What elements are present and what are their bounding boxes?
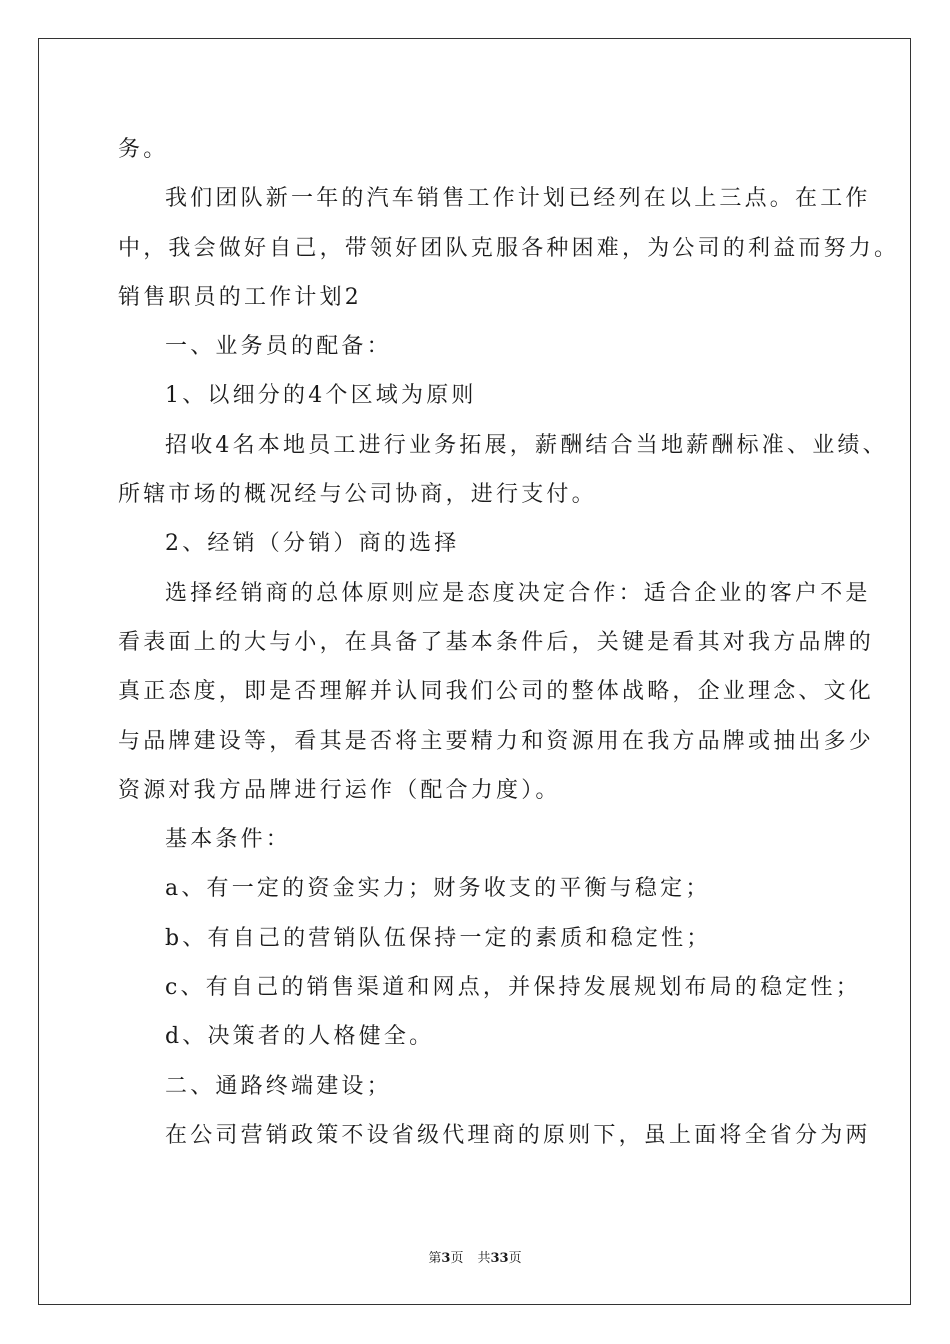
- text-line: 1、以细分的4个区域为原则: [165, 383, 477, 409]
- list-item: d、决策者的人格健全。: [165, 1024, 435, 1050]
- page-prefix: 第: [428, 1251, 442, 1266]
- text-line: 看表面上的大与小，在具备了基本条件后，关键是看其对我方品牌的: [118, 629, 875, 655]
- text-line: 招收4名本地员工进行业务拓展，薪酬结合当地薪酬标准、业绩、: [165, 432, 888, 458]
- text-line: 中，我会做好自己，带领好团队克服各种困难，为公司的利益而努力。: [118, 235, 900, 261]
- list-item: a、有一定的资金实力；财务收支的平衡与稳定；: [165, 876, 711, 902]
- subheading: 基本条件：: [165, 827, 292, 853]
- total-pages: 33: [490, 1251, 509, 1266]
- text-line: 选择经销商的总体原则应是态度决定合作：适合企业的客户不是: [165, 580, 871, 606]
- total-prefix: 共: [477, 1251, 491, 1266]
- list-item: c、有自己的销售渠道和网点，并保持发展规划布局的稳定性；: [165, 975, 861, 1001]
- list-item: b、有自己的营销队伍保持一定的素质和稳定性；: [165, 925, 712, 951]
- subheading: 二、通路终端建设；: [165, 1073, 392, 1099]
- text-line: 务。: [118, 137, 169, 162]
- text-line: 真正态度，即是否理解并认同我们公司的整体战略，企业理念、文化: [118, 679, 875, 705]
- text-line: 在公司营销政策不设省级代理商的原则下，虽上面将全省分为两: [165, 1122, 871, 1148]
- text-line: 我们团队新一年的汽车销售工作计划已经列在以上三点。在工作: [165, 186, 871, 212]
- section-heading: 销售职员的工作计划2: [118, 284, 362, 310]
- text-line: 资源对我方品牌进行运作（配合力度）。: [118, 777, 561, 803]
- page-footer: [0, 1247, 950, 1266]
- text-line: 所辖市场的概况经与公司协商，进行支付。: [118, 482, 597, 508]
- page-number: 3: [441, 1251, 451, 1266]
- page-suffix: 页: [450, 1251, 464, 1266]
- total-suffix: 页: [508, 1251, 522, 1266]
- text-line: 2、经销（分销）商的选择: [165, 531, 460, 557]
- document-body: [118, 125, 900, 1160]
- subheading: 一、业务员的配备：: [165, 334, 392, 360]
- text-line: 与品牌建设等，看其是否将主要精力和资源用在我方品牌或抽出多少: [118, 728, 875, 754]
